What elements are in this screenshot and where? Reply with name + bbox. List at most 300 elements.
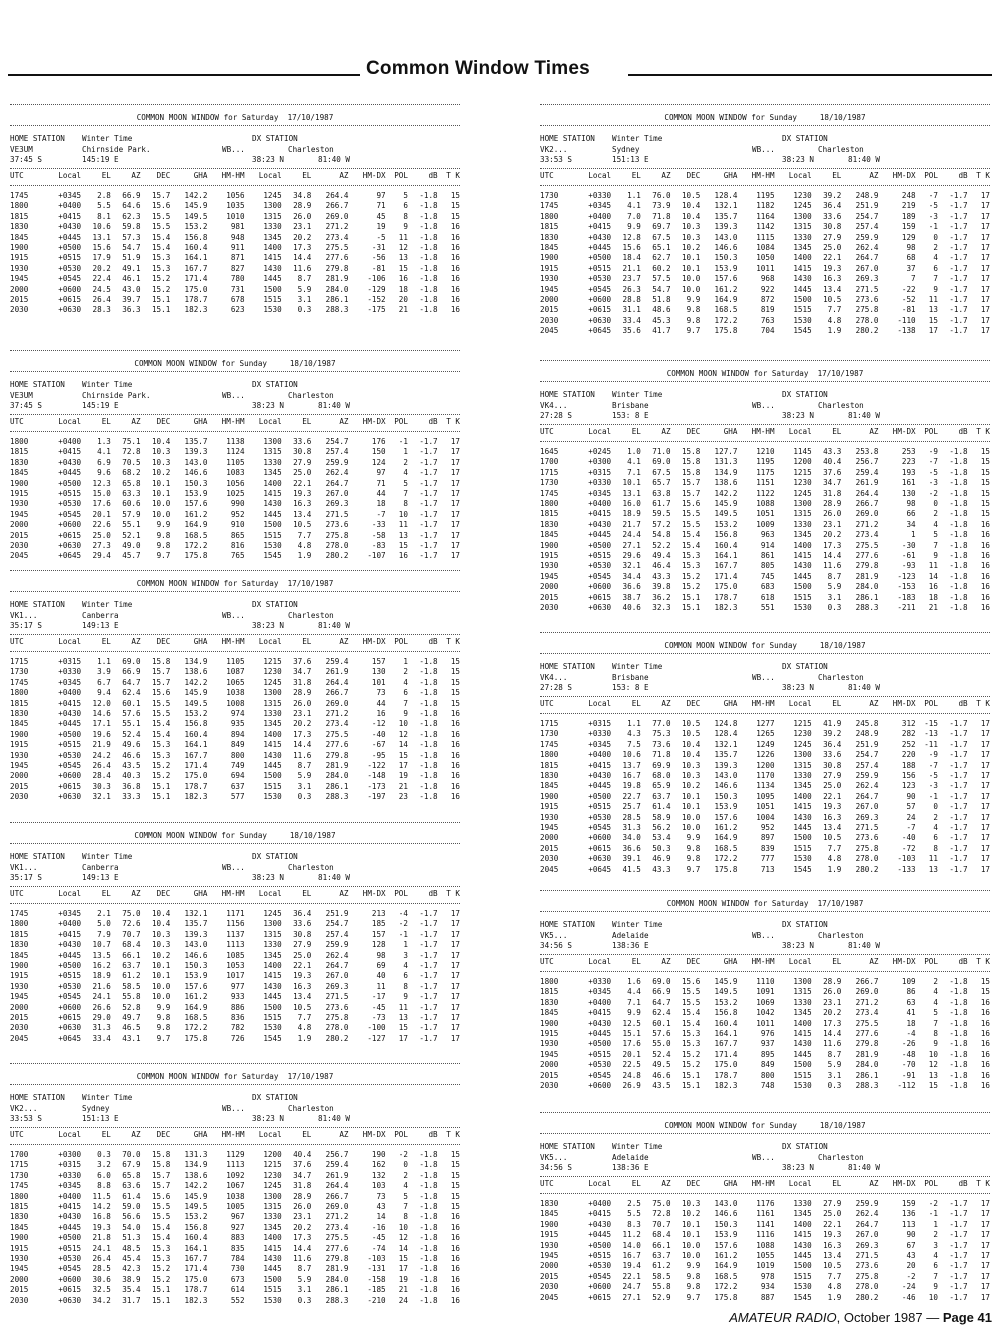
table-cell: 1545 — [793, 1292, 812, 1302]
table-row — [540, 1008, 990, 1018]
table-row — [10, 295, 460, 305]
table-cell: 15 — [450, 1181, 460, 1191]
table-cell: 128.4 — [714, 729, 738, 739]
table-cell: 164.1 — [714, 1029, 738, 1038]
table-cell: -1.8 — [419, 1160, 438, 1170]
table-cell: 49.6 — [122, 740, 141, 750]
table-cell: 13.4 — [823, 284, 842, 294]
table-cell: 1.0 — [627, 446, 641, 456]
column-header: HM-HM — [221, 636, 245, 646]
table-cell: 10.4 — [151, 919, 171, 929]
table-cell: 8.7 — [297, 1264, 312, 1274]
table-cell: -1.7 — [949, 750, 968, 760]
table-cell: -185 — [367, 1285, 386, 1295]
table-cell: +0500 — [58, 729, 82, 739]
table-row — [540, 222, 990, 232]
table-cell: 286.1 — [325, 295, 349, 305]
table-row — [540, 823, 990, 833]
column-header: dB — [958, 1178, 968, 1188]
table-cell: 15.1 — [681, 1081, 701, 1091]
table-cell: 4.1 — [627, 201, 641, 211]
table-cell: 13.4 — [293, 992, 312, 1002]
table-row — [10, 1296, 460, 1306]
table-cell: 16 — [980, 571, 990, 581]
table-cell: 9 — [933, 1039, 938, 1049]
table-cell: 40.4 — [293, 1149, 312, 1159]
table-cell: 149.5 — [714, 509, 738, 519]
table-cell: 16 — [450, 295, 460, 305]
data-table — [540, 1179, 990, 1303]
table-cell: -1.8 — [949, 457, 968, 467]
table-cell: 11.6 — [293, 750, 312, 760]
table-cell: 9.9 — [627, 1008, 641, 1018]
table-cell: 16 — [450, 761, 460, 771]
table-cell: 75.3 — [652, 729, 671, 739]
table-cell: 40.6 — [622, 603, 641, 613]
table-cell: 33.3 — [122, 792, 141, 802]
table-cell: 0.3 — [297, 792, 312, 802]
table-cell: 150.3 — [714, 1219, 738, 1229]
table-cell: 872 — [760, 295, 775, 305]
table-cell: -1.7 — [419, 961, 438, 970]
table-cell: 1065 — [226, 677, 245, 687]
table-cell: 1124 — [226, 447, 245, 457]
table-cell: -5 — [928, 771, 938, 780]
table-row — [540, 201, 990, 211]
table-cell: 1915 — [540, 802, 559, 812]
home-lat: 35:17 S — [10, 621, 43, 631]
home-call: VK1... — [10, 610, 38, 620]
table-cell: +0600 — [588, 295, 612, 305]
table-cell: 1315 — [793, 222, 812, 232]
table-cell: -1.7 — [419, 541, 438, 551]
table-cell: 189 — [901, 211, 916, 221]
home-lon: 149:13 E — [82, 621, 119, 631]
table-cell: 70.5 — [122, 457, 141, 467]
table-cell: 1830 — [10, 940, 29, 950]
table-cell: 9.7 — [686, 1292, 701, 1302]
table-cell: 1745 — [540, 739, 559, 749]
moon-window-table — [540, 632, 990, 875]
column-header: dB — [428, 1129, 438, 1139]
table-cell: 1945 — [540, 1251, 559, 1260]
table-cell: 67 — [906, 1240, 916, 1250]
data-table — [540, 171, 990, 337]
table-cell: 12 — [928, 1060, 938, 1070]
table-cell: 248.9 — [855, 729, 879, 739]
table-cell: 19.6 — [92, 729, 111, 739]
table-cell: -1.7 — [949, 274, 968, 284]
home-call: VK1... — [10, 862, 38, 872]
table-cell: 25.0 — [293, 468, 312, 478]
table-cell: 1110 — [756, 976, 775, 986]
table-cell: 278.0 — [325, 1023, 349, 1033]
table-cell: 15.2 — [681, 582, 701, 592]
table-cell: 131.3 — [184, 1149, 208, 1159]
dotted-rule — [10, 104, 460, 111]
data-table — [10, 171, 460, 316]
column-header: EL — [832, 1178, 842, 1188]
table-cell: 1730 — [540, 729, 559, 739]
table-cell: -9 — [928, 750, 938, 760]
table-cell: 34 — [906, 519, 916, 529]
table-cell: 146.6 — [184, 950, 208, 960]
dx-lat: 38:23 N — [252, 873, 285, 883]
table-cell: 1500 — [263, 520, 282, 530]
table-cell: 65.1 — [652, 243, 671, 252]
table-cell: -3 — [928, 781, 938, 791]
table-cell: 213 — [371, 908, 386, 918]
table-cell: 9.8 — [156, 1013, 171, 1023]
table-cell: 0.3 — [97, 1149, 111, 1159]
table-cell: 49.4 — [652, 551, 671, 561]
home-qth: Chirnside Park. — [82, 390, 151, 400]
column-header: HM-DX — [362, 1129, 386, 1139]
table-cell: 5 — [403, 478, 408, 488]
table-row — [10, 499, 460, 509]
table-cell: 164.9 — [714, 833, 738, 843]
table-cell: 162 — [371, 1160, 386, 1170]
table-cell: 3.1 — [297, 781, 312, 791]
table-cell: -1.7 — [419, 478, 438, 488]
table-cell: 1815 — [540, 509, 559, 519]
table-row — [10, 458, 460, 468]
table-cell: 2 — [403, 457, 408, 467]
table-cell: 1161 — [756, 1209, 775, 1219]
column-header: Local — [258, 170, 282, 180]
table-cell: 1530 — [263, 1023, 282, 1033]
table-cell: 1138 — [226, 436, 245, 446]
table-cell: 1445 — [263, 992, 282, 1002]
table-cell: 1830 — [540, 519, 559, 529]
table-cell: 10.1 — [681, 802, 701, 812]
table-cell: 914 — [760, 540, 775, 550]
table-cell: 37.6 — [293, 656, 312, 666]
column-header: HM-DX — [892, 698, 916, 708]
table-cell: +0500 — [588, 1039, 612, 1049]
table-cell: 10.3 — [681, 760, 701, 770]
home-lat: 34:56 S — [540, 1163, 573, 1173]
table-cell: 62.4 — [122, 688, 141, 698]
station-names — [10, 1104, 460, 1114]
table-cell: 1830 — [10, 1212, 29, 1222]
table-cell: 30.8 — [823, 222, 842, 232]
table-cell: 15.5 — [151, 709, 171, 718]
table-cell: 23.1 — [293, 1212, 312, 1222]
table-cell: +0545 — [588, 1271, 612, 1281]
table-cell: 46.4 — [652, 561, 671, 571]
table-cell: 190 — [371, 1149, 386, 1159]
table-cell: 18 — [376, 499, 386, 509]
table-cell: 36.8 — [122, 781, 141, 791]
table-cell: 134.9 — [184, 1160, 208, 1170]
table-cell: 10.3 — [681, 222, 701, 232]
table-cell: -1.8 — [419, 709, 438, 718]
table-cell: 16 — [980, 1018, 990, 1028]
table-cell: -1.7 — [949, 1209, 968, 1219]
table-row — [10, 678, 460, 688]
table-cell: 86 — [906, 987, 916, 997]
station-names — [540, 1153, 990, 1163]
table-cell: 2045 — [10, 551, 29, 561]
table-cell: 266.7 — [325, 1191, 349, 1201]
home-qth: Brisbane — [612, 400, 649, 410]
table-cell: 20.2 — [823, 530, 842, 540]
table-cell: 40.3 — [122, 771, 141, 781]
table-cell: 16 — [980, 1060, 990, 1070]
table-cell: 1011 — [756, 263, 775, 273]
table-cell: 1300 — [793, 750, 812, 760]
table-cell: 28.5 — [622, 812, 641, 822]
column-header: EL — [631, 170, 641, 180]
table-cell: 18 — [398, 284, 408, 294]
table-cell: 15.7 — [151, 677, 171, 687]
table-cell: +0300 — [58, 1149, 82, 1159]
table-cell: -1 — [928, 791, 938, 801]
table-cell: 161.2 — [714, 284, 738, 294]
table-cell: 1400 — [793, 1018, 812, 1028]
table-row — [10, 1244, 460, 1254]
dx-station-label: DX STATION — [782, 662, 828, 672]
table-cell: 149.5 — [184, 1202, 208, 1211]
station-names — [540, 145, 990, 155]
table-cell: 16 — [980, 530, 990, 540]
table-cell: 153.9 — [714, 802, 738, 812]
table-cell: 21 — [398, 781, 408, 791]
table-cell: -33 — [371, 520, 386, 530]
dx-lat: 38:23 N — [782, 1163, 815, 1173]
table-cell: 731 — [230, 284, 245, 294]
table-row — [540, 854, 990, 864]
table-row — [540, 326, 990, 336]
table-cell: 1051 — [756, 509, 775, 519]
table-cell: 31.1 — [622, 305, 641, 315]
table-cell: 157.6 — [714, 274, 738, 284]
table-cell: 18.9 — [622, 509, 641, 519]
table-cell: 1215 — [793, 467, 812, 477]
dx-lon: 81:40 W — [318, 873, 351, 883]
table-cell: 1116 — [756, 1230, 775, 1240]
table-cell: 1845 — [10, 719, 29, 729]
home-lon: 153: 8 E — [612, 683, 649, 693]
table-cell: 22.1 — [622, 1271, 641, 1281]
table-cell: 16 — [398, 551, 408, 561]
table-cell: 156.8 — [714, 530, 738, 540]
table-cell: 1930 — [540, 561, 559, 571]
table-cell: 98 — [906, 499, 916, 508]
table-row — [540, 1272, 990, 1282]
table-cell: 1845 — [540, 1209, 559, 1219]
table-cell: -40 — [901, 833, 916, 843]
table-cell: +0445 — [58, 719, 82, 729]
table-cell: 23.7 — [622, 274, 641, 284]
table-cell: 21.6 — [92, 981, 111, 991]
table-cell: 143.0 — [714, 232, 738, 242]
table-cell: 30.6 — [92, 1274, 111, 1284]
table-cell: 275.5 — [325, 729, 349, 739]
table-row — [540, 561, 990, 571]
dotted-rule — [10, 651, 460, 652]
table-cell: 15.5 — [681, 997, 701, 1007]
table-cell: 10 — [928, 1049, 938, 1059]
table-cell: -1.8 — [419, 211, 438, 221]
table-cell: 16 — [980, 561, 990, 571]
table-cell: +0515 — [588, 551, 612, 561]
column-header: POL — [394, 636, 408, 646]
table-cell: 149.5 — [184, 698, 208, 708]
table-row — [10, 1150, 460, 1160]
table-row — [10, 909, 460, 919]
table-cell: 66.1 — [652, 1240, 671, 1250]
column-header: EL — [302, 1129, 312, 1139]
table-cell: -1 — [398, 929, 408, 939]
table-cell: 273.6 — [325, 1002, 349, 1012]
table-cell: 15.1 — [681, 1070, 701, 1080]
table-cell: 1900 — [540, 1219, 559, 1229]
table-cell: 15.2 — [151, 761, 171, 771]
dx-qth: Charleston — [288, 390, 334, 400]
table-cell: 138.6 — [714, 478, 738, 488]
table-cell: 15.8 — [151, 1149, 171, 1159]
table-cell: -2 — [398, 1149, 408, 1159]
column-header: AZ — [869, 170, 879, 180]
table-cell: 12 — [398, 243, 408, 252]
dotted-rule — [10, 570, 460, 577]
table-cell: 264.4 — [325, 677, 349, 687]
table-cell: 1330 — [793, 232, 812, 242]
table-cell: 16 — [980, 997, 990, 1007]
table-cell: 16 — [980, 592, 990, 602]
table-row — [540, 719, 990, 729]
table-cell: 17 — [980, 284, 990, 294]
table-cell: 17 — [980, 791, 990, 801]
table-row — [540, 1230, 990, 1240]
table-cell: 6.9 — [97, 457, 111, 467]
table-cell: 132.1 — [714, 739, 738, 749]
table-row — [540, 478, 990, 488]
table-cell: 9 — [403, 709, 408, 718]
table-cell: 9.8 — [156, 530, 171, 540]
table-cell: -30 — [901, 540, 916, 550]
table-cell: -1.8 — [419, 792, 438, 802]
table-cell: 9.8 — [686, 305, 701, 315]
table-cell: -56 — [371, 253, 386, 263]
home-station-label: HOME STATION — [540, 134, 595, 144]
table-cell: 17 — [980, 739, 990, 749]
table-cell: 17 — [980, 802, 990, 812]
table-row — [540, 781, 990, 791]
table-cell: +0545 — [588, 284, 612, 294]
table-cell: -7 — [928, 190, 938, 200]
table-row — [540, 572, 990, 582]
column-header: GHA — [193, 416, 208, 426]
table-cell: 16 — [980, 540, 990, 550]
table-cell: 2030 — [10, 1295, 29, 1305]
table-cell: 0.3 — [297, 305, 312, 315]
table-row — [10, 771, 460, 781]
table-cell: 1930 — [10, 750, 29, 760]
table-cell: 922 — [760, 284, 775, 294]
table-cell: 280.2 — [325, 551, 349, 561]
table-row — [540, 1241, 990, 1251]
column-header: DEC — [156, 170, 171, 180]
table-cell: 41 — [906, 1008, 916, 1018]
table-cell: 10.1 — [681, 253, 701, 263]
table-cell: 73 — [376, 1191, 386, 1201]
table-cell: -110 — [897, 315, 916, 325]
table-cell: -1.8 — [419, 677, 438, 687]
dx-lon: 81:40 W — [318, 155, 351, 165]
column-header: Local — [588, 698, 612, 708]
table-cell: 819 — [760, 305, 775, 315]
table-cell: 29.4 — [92, 551, 111, 561]
table-row — [540, 833, 990, 843]
table-cell: 952 — [760, 823, 775, 833]
table-title: COMMON MOON WINDOW for Sunday 18/10/1987 — [664, 641, 866, 650]
table-cell: 13.4 — [823, 823, 842, 833]
table-cell: 15.8 — [681, 467, 701, 477]
table-cell: 39.7 — [122, 295, 141, 305]
column-header: UTC — [540, 956, 554, 966]
table-cell: -1.8 — [419, 1191, 438, 1201]
table-cell: +0400 — [588, 499, 612, 508]
table-cell: -1.8 — [949, 467, 968, 477]
table-cell: 160.4 — [184, 243, 208, 252]
table-cell: -1.7 — [949, 823, 968, 833]
table-title: COMMON MOON WINDOW for Sunday 18/10/1987 — [134, 359, 336, 368]
table-cell: 175.8 — [714, 864, 738, 874]
table-cell: 153.2 — [714, 519, 738, 529]
table-cell: 1215 — [263, 656, 282, 666]
table-cell: 36.4 — [823, 201, 842, 211]
table-cell: 273.6 — [855, 833, 879, 843]
table-cell: 34.7 — [293, 667, 312, 677]
table-cell: 4 — [403, 468, 408, 478]
table-cell: 63.7 — [122, 961, 141, 970]
dotted-rule — [540, 632, 990, 639]
table-cell: 57.9 — [122, 509, 141, 519]
table-cell: +0615 — [588, 1292, 612, 1302]
table-cell: 1 — [403, 656, 408, 666]
table-cell: 264.4 — [855, 488, 879, 498]
table-cell: 9.6 — [97, 468, 111, 478]
table-cell: 139.3 — [184, 929, 208, 939]
table-cell: 161.2 — [184, 509, 208, 519]
table-cell: 97 — [376, 190, 386, 200]
table-cell: 4.8 — [297, 541, 312, 551]
table-cell: +0345 — [58, 677, 82, 687]
home-station-label: HOME STATION — [540, 390, 595, 400]
table-cell: 763 — [760, 315, 775, 325]
table-cell: 262.4 — [325, 468, 349, 478]
table-cell: 134.9 — [714, 467, 738, 477]
table-cell: 1830 — [540, 1198, 559, 1208]
table-cell: 49.1 — [122, 263, 141, 273]
table-cell: 8.7 — [827, 571, 842, 581]
table-cell: +0530 — [588, 274, 612, 284]
table-cell: -1.8 — [949, 997, 968, 1007]
table-cell: 277.6 — [855, 1029, 879, 1038]
table-cell: 1915 — [540, 1230, 559, 1240]
table-cell: 145.9 — [184, 201, 208, 211]
dotted-rule — [540, 441, 990, 442]
table-cell: -1.7 — [949, 315, 968, 325]
column-header: T K — [446, 416, 460, 426]
table-cell: 130 — [371, 667, 386, 677]
table-cell: 1815 — [540, 760, 559, 770]
table-cell: 1415 — [263, 489, 282, 498]
column-header: Local — [588, 1178, 612, 1188]
